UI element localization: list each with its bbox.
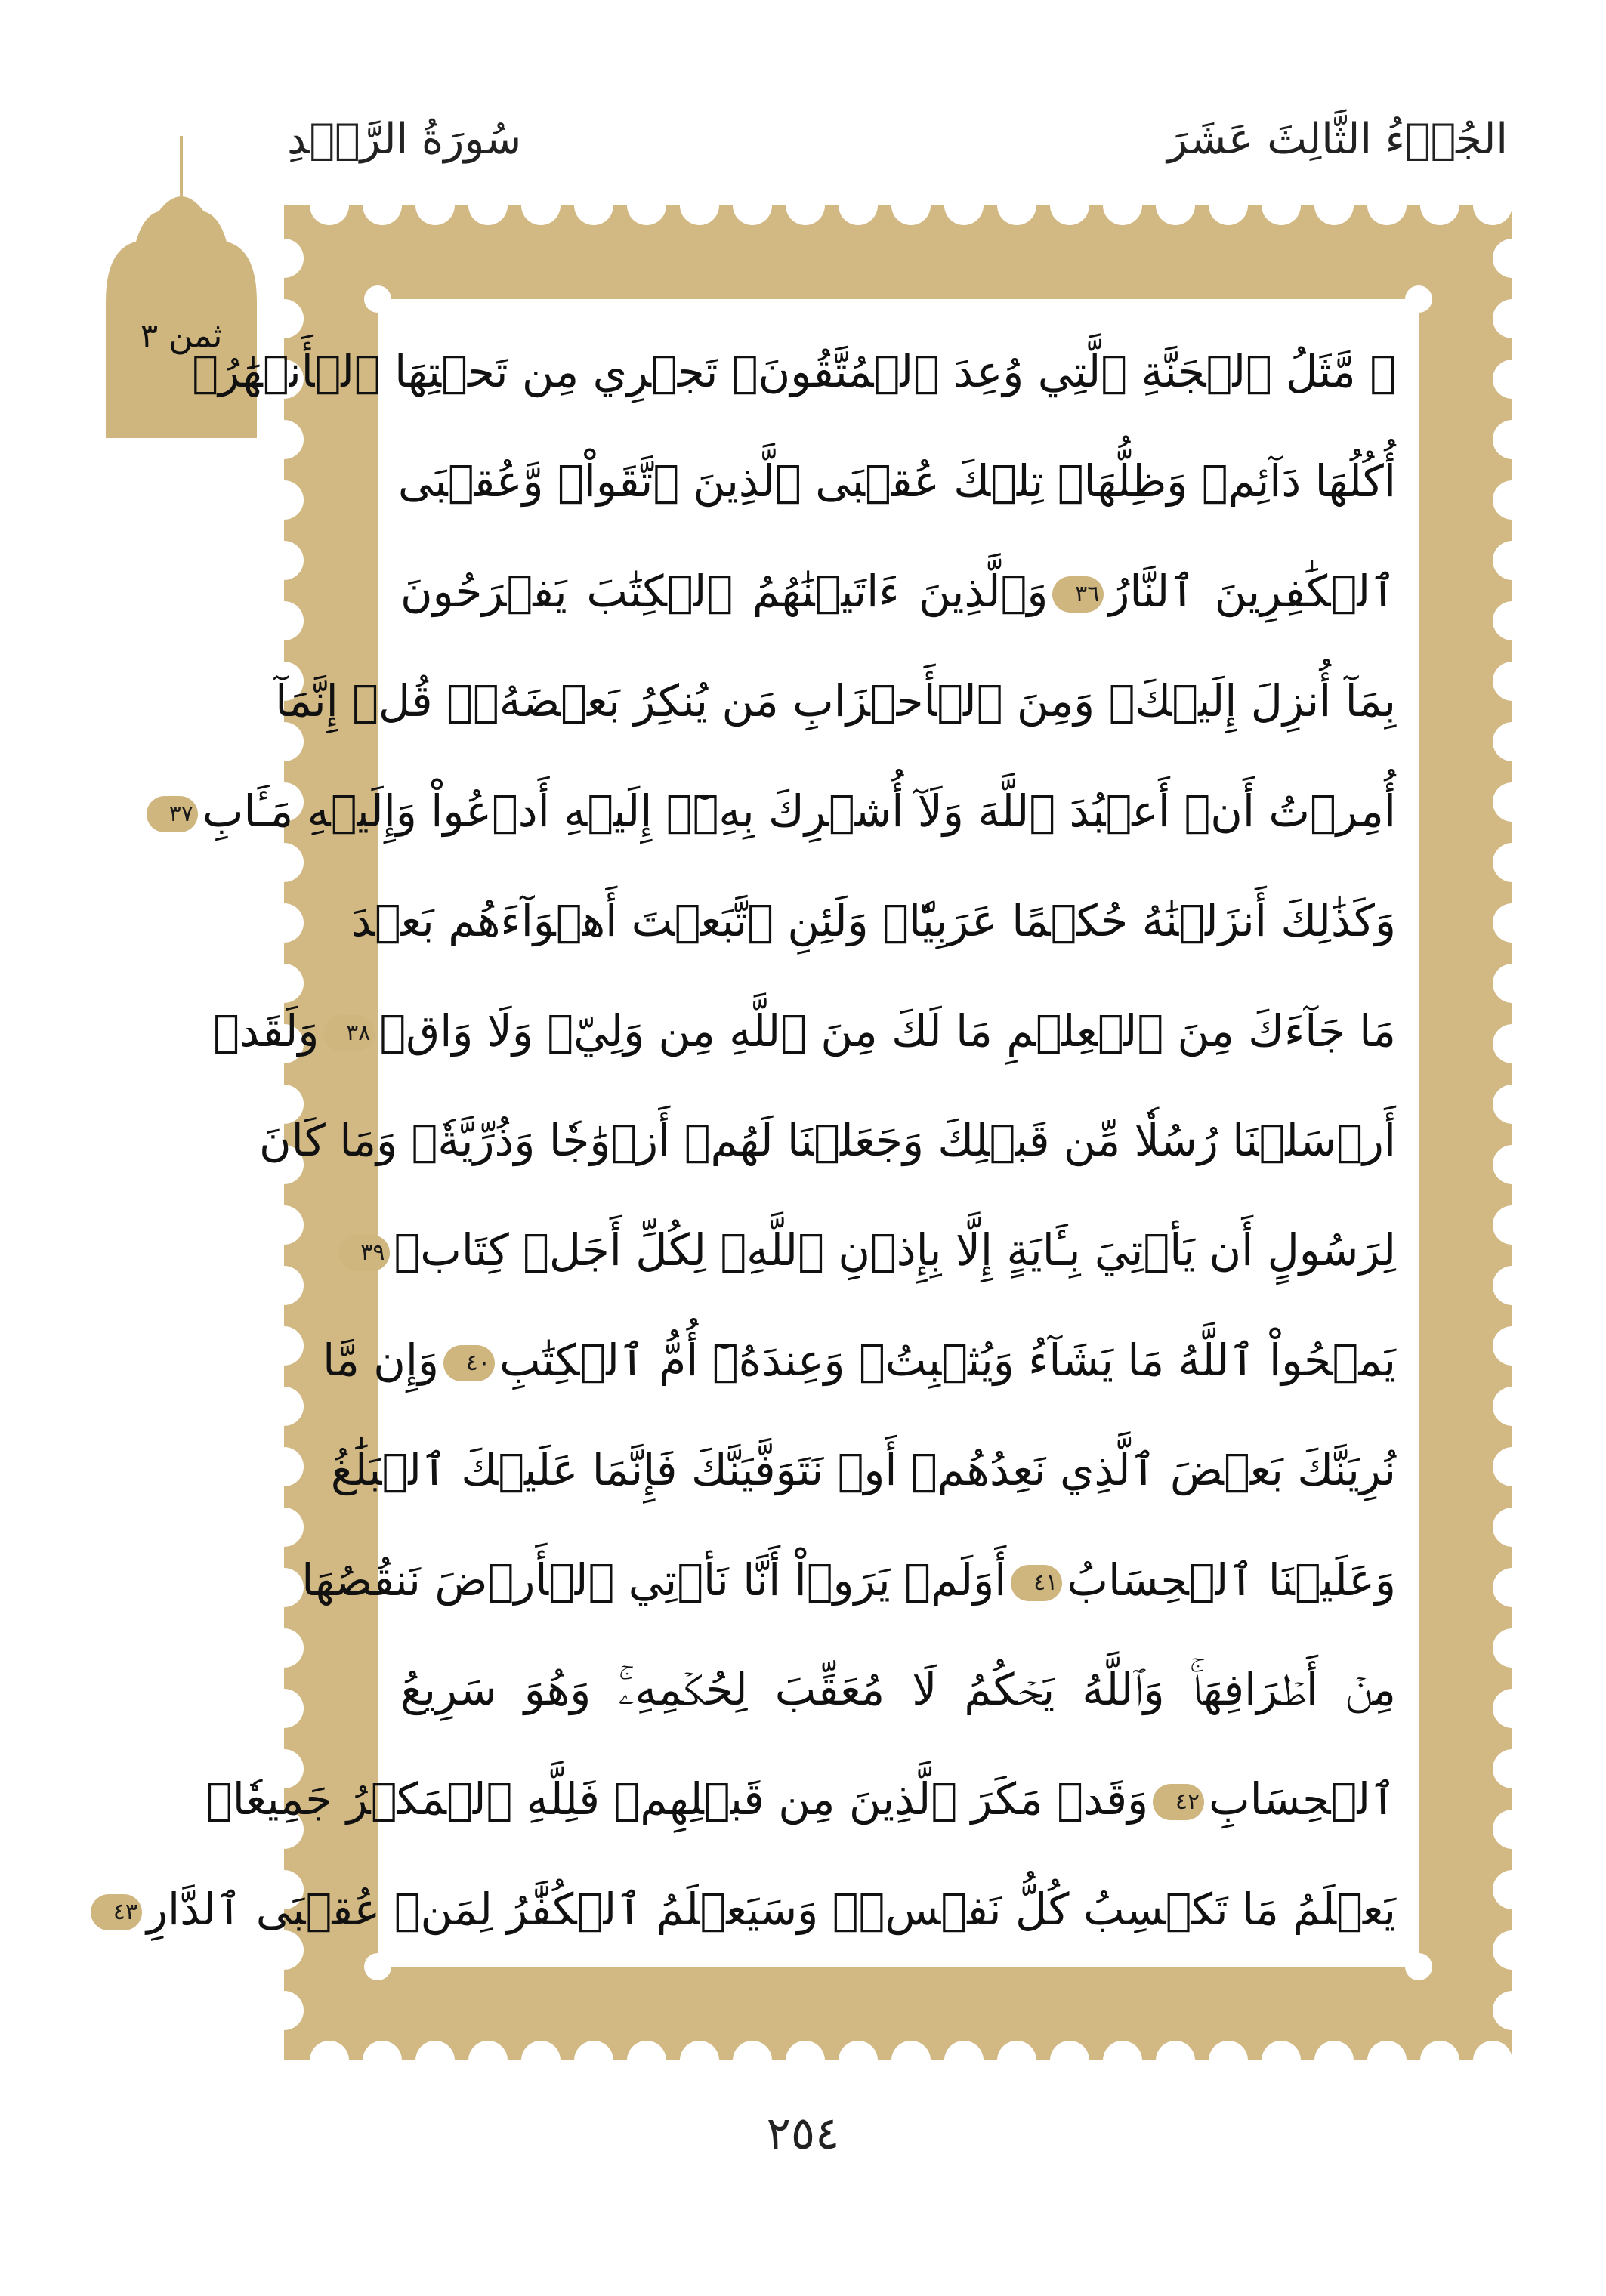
text-line-11: نُرِيَنَّكَ بَعۡضَ ٱلَّذِي نَعِدُهُمۡ أَوۡ نَتَوَفَّيَنَّكَ فَإِنَّمَا عَلَيۡكَ ٱلۡبَلَٰغُ xyxy=(330,1444,1396,1496)
text-line-8: أَرۡسَلۡنَا رُسُلٗا مِّن قَبۡلِكَ وَجَعَلۡنَا لَهُمۡ أَزۡوَٰجٗا وَذُرِّيَّةٗۚ وَمَا كَانَ xyxy=(259,1114,1396,1166)
text-line-14: ٱلۡحِسَابِ٤٢وَقَدۡ مَكَرَ ٱلَّذِينَ مِن قَبۡلِهِمۡ فَلِلَّهِ ٱلۡمَكۡرُ جَمِيعٗاۖ xyxy=(205,1773,1396,1825)
ayah-number-marker: ٤٢ xyxy=(1153,1784,1204,1820)
text-line-13: مِنۡ أَطۡرَافِهَاۚ وَٱللَّهُ يَحۡكُمُ لَا مُعَقِّبَ لِحُكۡمِهِۦۚ وَهُوَ سَرِيعُ xyxy=(400,1664,1396,1716)
text-line-15: يَعۡلَمُ مَا تَكۡسِبُ كُلُّ نَفۡسٖۗ وَسَيَعۡلَمُ ٱلۡكُفَّٰرُ لِمَنۡ عُقۡبَى ٱلدَّارِ٤٣ xyxy=(400,1859,1396,1959)
text-line-6: وَكَذَٰلِكَ أَنزَلۡنَٰهُ حُكۡمًا عَرَبِيّٗاۚ وَلَئِنِ ٱتَّبَعۡتَ أَهۡوَآءَهُم بَعۡدَ xyxy=(351,895,1396,947)
ayah-number-marker: ٣٩ xyxy=(338,1235,390,1271)
surah-name: سُورَةُ الرَّعۡدِ xyxy=(287,115,522,164)
hizb-marker-label: ثمن ٣ xyxy=(140,316,223,355)
text-line-12: وَعَلَيۡنَا ٱلۡحِسَابُ٤١أَوَلَمۡ يَرَوۡاْ أَنَّا نَأۡتِي ٱلۡأَرۡضَ نَنقُصُهَا xyxy=(301,1554,1396,1606)
text-line-2: أُكُلُهَا دَآئِمٞ وَظِلُّهَاۚ تِلۡكَ عُقۡبَى ٱلَّذِينَ ٱتَّقَواْۖ وَّعُقۡبَى xyxy=(397,455,1396,508)
ayah-number-marker: ٣٦ xyxy=(1052,576,1104,613)
text-line-3: ٱلۡكَٰفِرِينَ ٱلنَّارُ٣٦وَٱلَّذِينَ ءَاتَيۡنَٰهُمُ ٱلۡكِتَٰبَ يَفۡرَحُونَ xyxy=(400,565,1396,617)
text-line-9: لِرَسُولٍ أَن يَأۡتِيَ بِـَٔايَةٍ إِلَّا بِإِذۡنِ ٱللَّهِۗ لِكُلِّ أَجَلٖ كِتَابٞ٣٩ xyxy=(400,1200,1396,1300)
text-line-1: ۞ مَّثَلُ ٱلۡجَنَّةِ ٱلَّتِي وُعِدَ ٱلۡمُتَّقُونَۖ تَجۡرِي مِن تَحۡتِهَا ٱلۡأَنۡهَٰرُۖ xyxy=(192,346,1396,397)
text-line-4: بِمَآ أُنزِلَ إِلَيۡكَۖ وَمِنَ ٱلۡأَحۡزَابِ مَن يُنكِرُ بَعۡضَهُۥۚ قُلۡ إِنَّمَآ xyxy=(275,675,1396,727)
page-number: ٢٥٤ xyxy=(766,2107,840,2160)
text-line-7: مَا جَآءَكَ مِنَ ٱلۡعِلۡمِ مَا لَكَ مِنَ ٱللَّهِ مِن وَلِيّٖ وَلَا وَاقٖ٣٨وَلَقَدۡ xyxy=(213,1004,1396,1057)
ayah-number-marker: ٤١ xyxy=(1011,1565,1062,1601)
text-line-5: أُمِرۡتُ أَنۡ أَعۡبُدَ ٱللَّهَ وَلَآ أُشۡرِكَ بِهِۦٓۚ إِلَيۡهِ أَدۡعُواْ وَإِلَيۡهِ مَـَٔابِ٣٧ xyxy=(400,761,1396,861)
ayah-number-marker: ٤٣ xyxy=(91,1894,142,1930)
text-line-10: يَمۡحُواْ ٱللَّهُ مَا يَشَآءُ وَيُثۡبِتُۖ وَعِندَهُۥٓ أُمُّ ٱلۡكِتَٰبِ٤٠وَإِن مَّا xyxy=(323,1334,1396,1386)
ayah-number-marker: ٣٧ xyxy=(147,796,198,832)
ayah-number-marker: ٤٠ xyxy=(443,1345,495,1381)
juz-name: الجُزۡءُ الثَّالِثَ عَشَرَ xyxy=(1167,115,1508,164)
ayah-number-marker: ٣٨ xyxy=(323,1015,375,1051)
